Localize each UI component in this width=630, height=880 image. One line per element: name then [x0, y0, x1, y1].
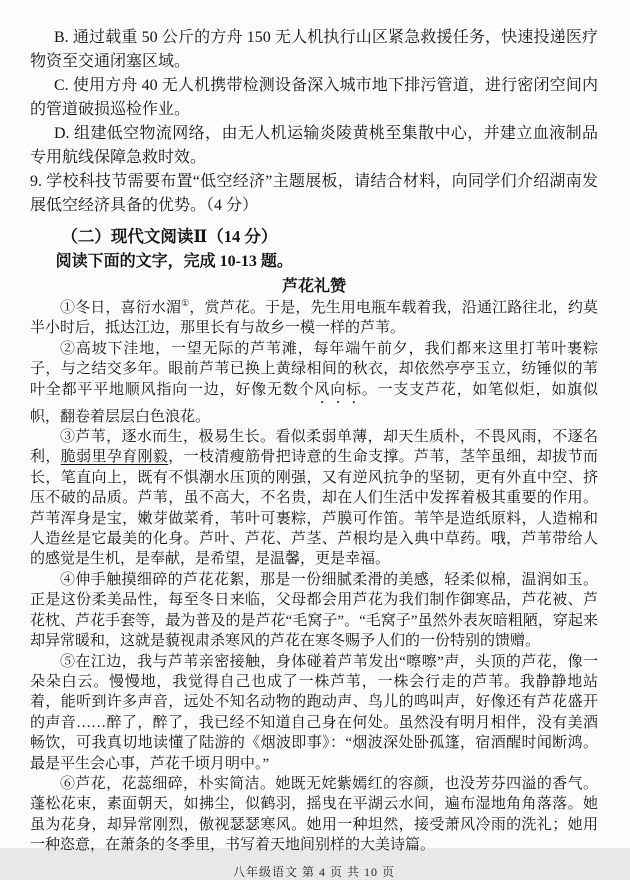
passage-paragraph-3 — [30, 427, 598, 570]
passage-paragraph-6: ⑥芦花，花蕊细碎，朴实简洁。她既无姹紫嫣红的容颜，也没芳芬四溢的香气。蓬松花束，素面朝天，如拂尘，似鹤羽，摇曳在平湖云水间，遍布湿地角角落落。她虽为花身，却异常刚烈，傲视瑟瑟寒风。她用一种坦然，接受萧风冷雨的洗礼；她用一种恣意，在萧条的冬季里，书写着天地间别样的大美诗篇。 — [30, 775, 598, 854]
reading-passage — [30, 276, 598, 856]
emphasis-dotted-term: 风向标 — [314, 381, 362, 398]
underlined-phrase: 脆弱里孕育刚毅 — [60, 449, 169, 466]
reading-instruction: 阅读下面的文字，完成 10-13 题。 — [55, 253, 293, 270]
paragraph-1-text: ①冬日，喜衍水湄 — [60, 300, 182, 316]
paragraph-2-text-continued: 。一支支芦花，如笔似炬，如旗似帜，翻卷着层层白色浪花。 — [30, 381, 598, 425]
paragraph-2-text: ②高坡下洼地，一望无际的芦苇滩，每年端午前夕，我们都来这里打苇叶裹粽子，与之结交多年。眼前芦苇已换上黄绿相间的秋衣，却依然亭亭玉立，纺锤似的苇叶全都平平地顺风指向一边，好像无数个 — [30, 340, 598, 398]
footnote-marker: ① — [181, 298, 190, 308]
page-footer: 八年级语文 第 4 页 共 10 页 — [232, 864, 395, 879]
passage-paragraph-5: ⑤在江边，我与芦苇亲密接触，身体碰着芦苇发出“嚓嚓”声，头顶的芦花，像一朵朵白云。慢慢地，我觉得自己也成了一株芦苇，一株会行走的芦苇。我静静地站着，能听到许多声音，远处不知名动物的跑动声、鸟儿的鸣叫声，好像还有芦花盛开的声音……醉了，醉了，我已经不知道自己身在何处。虽然没有明月相伴，没有美酒畅饮，可我真切地读懂了陆游的《烟波即事》：“烟波深处卧孤篷，宿酒醒时闻断鸿。最是平生会心事，芦花千顷月明中。” — [30, 653, 598, 772]
question-9: 9. 学校科技节需要布置“低空经济”主题展板，请结合材料，向同学们介绍湖南发展低空经济具备的优势。（4 分） — [30, 173, 598, 214]
passage-paragraph-4: ④伸手触摸细碎的芦花花絮，那是一份细腻柔滑的美感，轻柔似棉，温润如玉。正是这份柔美品性，每至冬日来临，父母都会用芦花为我们制作御寒品，芦花被、芦花枕、芦花手套等，最为普及的是芦花“毛窝子”。“毛窝子”虽然外表灰暗粗陋，穿起来却异常暖和，这就是藐视肃杀寒风的芦花在寒冬赐予人们的一份特别的馈赠。 — [30, 571, 598, 650]
passage-paragraph-2 — [30, 339, 598, 427]
question-section — [30, 26, 598, 274]
paragraph-3-text: ③芦苇，逐水而生，极易生长。看似柔弱单薄，却天生质朴，不畏风雨，不逐名利， — [30, 429, 598, 466]
choice-option-d: D. 组建低空物流网络，由无人机运输炎陵黄桃至集散中心，并建立血液制品专用航线保障急救时效。 — [30, 125, 598, 166]
choice-option-b: B. 通过载重 50 公斤的方舟 150 无人机执行山区紧急救援任务，快速投递医疗物资至交通闭塞区域。 — [30, 29, 598, 70]
section-2-heading: （二）现代文阅读Ⅱ（14 分） — [61, 227, 278, 246]
paragraph-1-text-continued: ，赏芦花。于是，先生用电瓶车载着我，沿通江路往北，约莫半小时后，抵达江边，那里长有与故乡一模一样的芦苇。 — [30, 300, 598, 337]
paragraph-3-text-continued: ，一枝清瘦筋骨把诗意的生命支撑。芦苇，茎竿虽细，却拔节而长，笔直向上，既有不惧潮水压顶的刚强，又有逆风抗争的坚韧，更有外直中空、挤压不破的品质。芦苇，虽不高大，不名贵，却在人们生活中发挥着极其重要的作用。芦苇浑身是宝，嫩芽做菜肴，苇叶可裹粽，芦膜可作笛。苇竿是造纸原料，人造棉和人造丝是它最美的化身。芦叶、芦花、芦茎、芦根均是入典中草药。哦，芦苇带给人的感觉是生机，是奉献，是希望，是温馨，更是幸福。 — [30, 449, 598, 568]
choice-option-c: C. 使用方舟 40 无人机携带检测设备深入城市地下排污管道，进行密闭空间内的管道破损巡检作业。 — [30, 77, 598, 118]
passage-title: 芦花礼赞 — [281, 278, 346, 295]
passage-paragraph-1 — [30, 298, 598, 339]
